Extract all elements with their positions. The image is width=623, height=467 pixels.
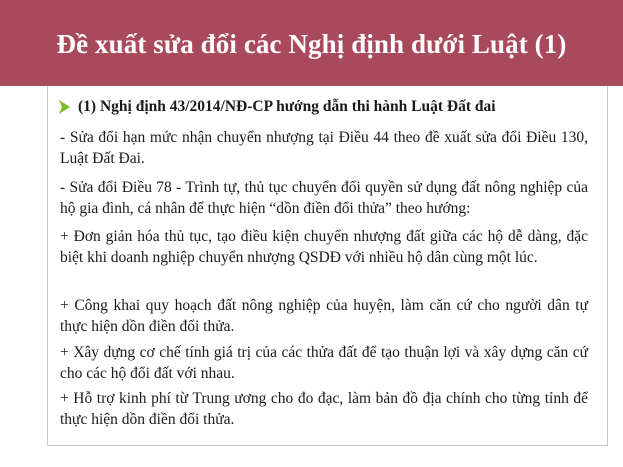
section-heading-text: (1) Nghị định 43/2014/NĐ-CP hướng dẫn thi hành Luật Đất đai [78,98,496,115]
paragraph-2: - Sửa đổi Điều 78 - Trình tự, thủ tục chuyển đổi quyền sử dụng đất nông nghiệp của hộ gia đình, cá nhân để thực hiện “dồn điền đổi thửa” theo hướng: [60,179,588,217]
paragraph-5: + Xây dựng cơ chế tính giá trị của các thửa đất để tạo thuận lợi và xây dựng căn cứ cho các hộ đổi đất với nhau. [60,344,588,382]
paragraph-4: + Công khai quy hoạch đất nông nghiệp của huyện, làm căn cứ cho người dân tự thực hiện dồn điền đổi thửa. [60,297,588,335]
section-heading [57,98,496,116]
paragraph-6: + Hỗ trợ kinh phí từ Trung ương cho đo đạc, làm bản đồ địa chính cho từng tỉnh để thực hiện dồn điền đổi thửa. [60,390,588,428]
content-box [47,86,608,446]
paragraph-1: - Sửa đổi hạn mức nhận chuyển nhượng tại Điều 44 theo đề xuất sửa đổi Điều 130, Luật Đất Đai. [60,129,588,167]
paragraph-3: + Đơn giản hóa thủ tục, tạo điều kiện chuyển nhượng đất giữa các hộ dễ dàng, đặc biệt khi doanh nghiệp chuyển nhượng QSDĐ với nhiều hộ dân cùng một lúc. [60,228,588,266]
slide-title: Đề xuất sửa đổi các Nghị định dưới Luật (1) [56,28,567,59]
chevron-right-arrow-icon [57,99,72,115]
title-band [0,0,623,86]
